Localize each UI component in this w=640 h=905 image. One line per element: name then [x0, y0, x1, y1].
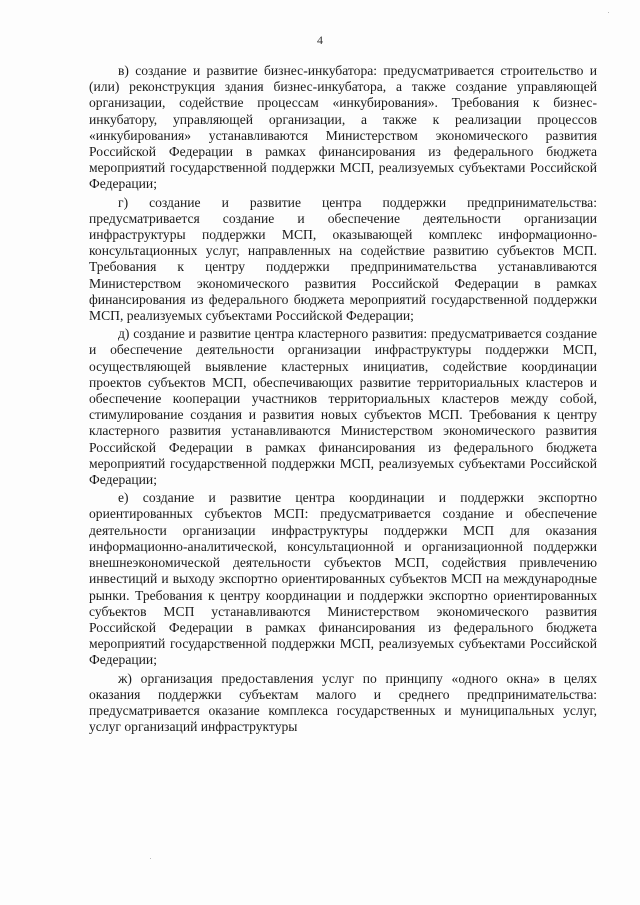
paragraph-d: д) создание и развитие центра кластерного развития: предусматривается создание и обеспечение деятельности организации инфраструктуры поддержки МСП, осуществляющей выявление кластерных инициатив, содействие координации проектов субъектов МСП, обеспечивающих развитие территориальных кластеров и обеспечение кооперации участников территориальных кластеров между собой, стимулирование создания и развития новых субъектов МСП. Требования к центру кластерного развития устанавливаются Министерством экономического развития Российской Федерации в рамках финансирования из федерального бюджета мероприятий государственной поддержки МСП, реализуемых субъектами Российской Федерации;: [89, 326, 597, 488]
paragraph-zh: ж) организация предоставления услуг по принципу «одного окна» в целях оказания поддержки субъектам малого и среднего предпринимательства: предусматривается оказание комплекса государственных и муниципальных услуг, услуг организаций инфраструктуры: [89, 670, 597, 735]
page-number: 4: [317, 33, 323, 47]
scan-speck: [150, 858, 151, 859]
paragraph-e: е) создание и развитие центра координации и поддержки экспортно ориентированных субъектов МСП: предусматривается создание и обеспечение деятельности организации инфраструктуры поддержки МСП для оказания информационно-аналитической, консультационной и организационной поддержки внешнеэкономической деятельности субъектов МСП, содействия привлечению инвестиций и выходу экспортно ориентированных субъектов МСП на международные рынки. Требования к центру координации и поддержки экспортно ориентированных субъектов МСП устанавливаются Министерством экономического развития Российской Федерации в рамках финансирования из федерального бюджета мероприятий государственной поддержки МСП, реализуемых субъектами Российской Федерации;: [89, 490, 597, 668]
document-body: [89, 63, 597, 737]
paragraph-g: г) создание и развитие центра поддержки предпринимательства: предусматривается создание и обеспечение деятельности организации инфраструктуры поддержки МСП, оказывающей комплекс информационно-консультационных услуг, направленных на содействие развитию субъектов МСП. Требования к центру поддержки предпринимательства устанавливаются Министерством экономического развития Российской Федерации в рамках финансирования из федерального бюджета мероприятий государственной поддержки МСП, реализуемых субъектами Российской Федерации;: [89, 194, 597, 324]
paragraph-v: в) создание и развитие бизнес-инкубатора: предусматривается строительство и (или) реконструкция здания бизнес-инкубатора, а также создание управляющей организации, содействие процессам «инкубирования». Требования к бизнес-инкубатору, управляющей организации, а также к реализации процессов «инкубирования» устанавливаются Министерством экономического развития Российской Федерации в рамках финансирования из федерального бюджета мероприятий государственной поддержки МСП, реализуемых субъектами Российской Федерации;: [89, 63, 597, 192]
scan-speck: [608, 12, 609, 13]
